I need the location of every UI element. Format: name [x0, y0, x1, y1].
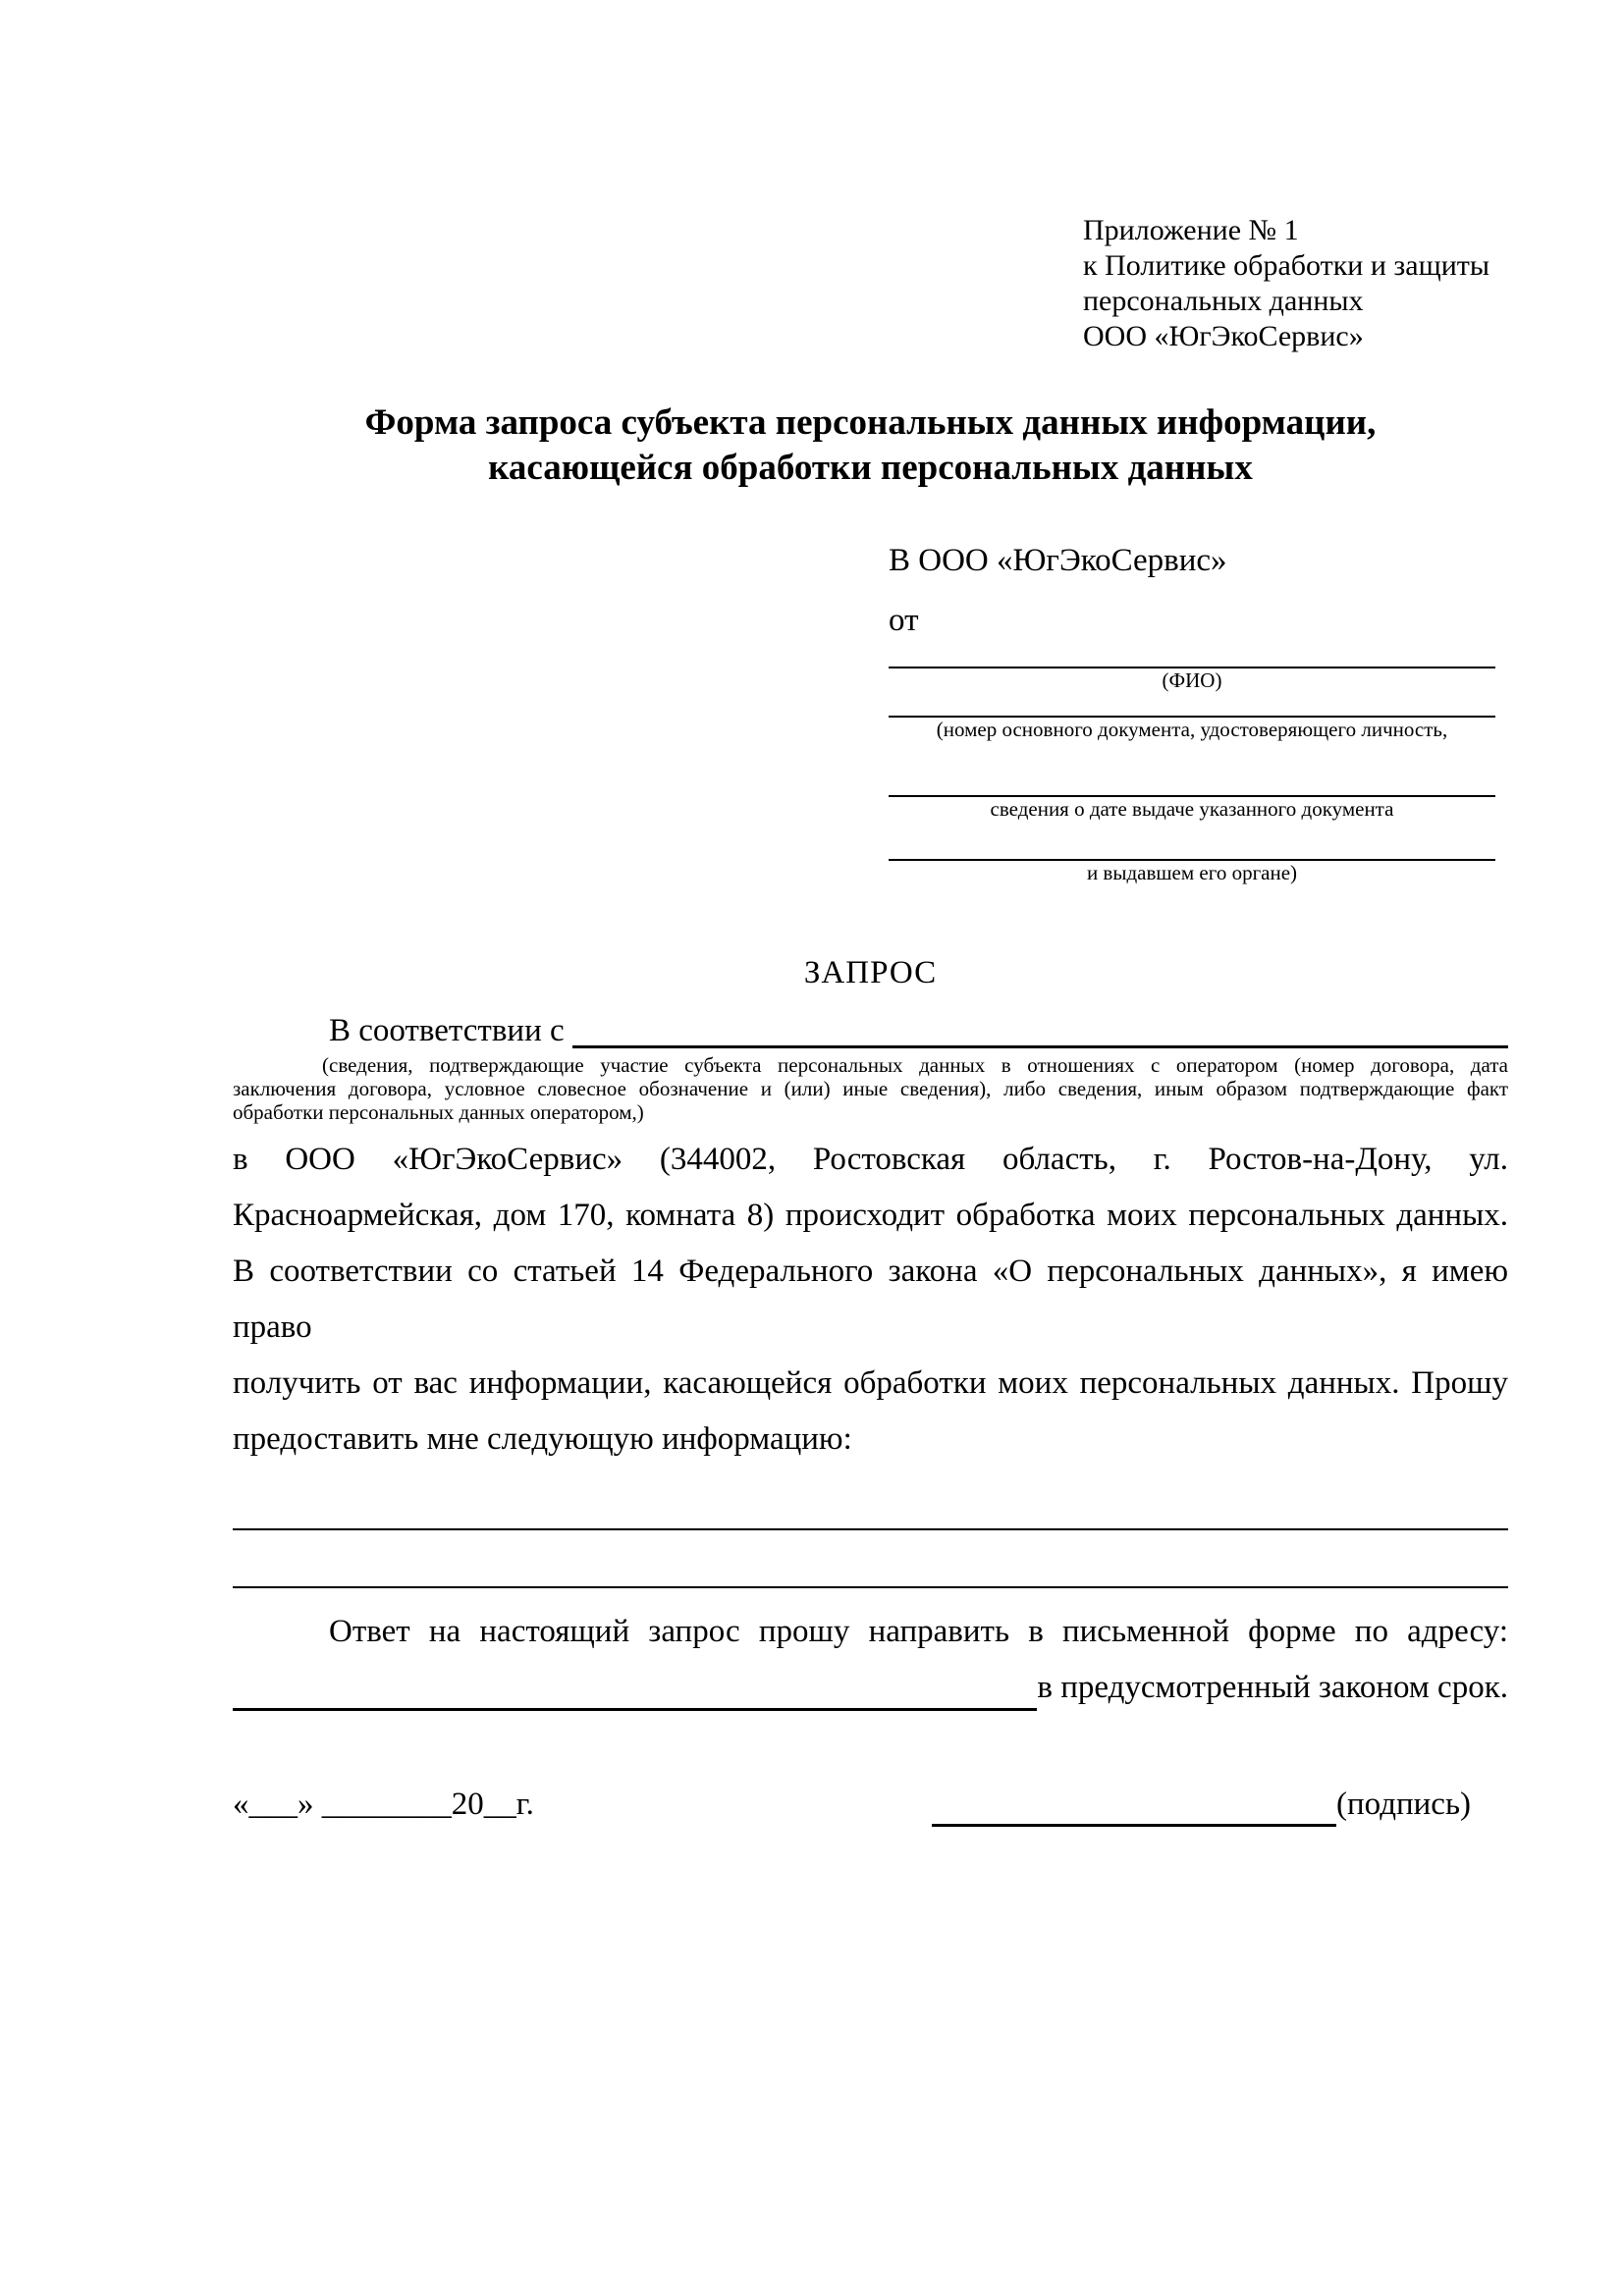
footnote-line-1: (сведения, подтверждающие участие субъекта персональных данных в отношениях с оператором (номер договора, дата [322, 1053, 1508, 1077]
footnote-line-3: обработки персональных данных оператором,) [233, 1100, 644, 1124]
request-body [233, 1009, 1508, 1833]
signature-field-line[interactable] [932, 1777, 1336, 1827]
fio-field-line[interactable] [889, 640, 1495, 668]
body-line-2: Красноармейская, дом 170, комната 8) происходит обработка моих персональных данных. [233, 1198, 1508, 1233]
appendix-line-3: персональных данных [1083, 285, 1364, 317]
appendix-line-4: ООО «ЮгЭкоСервис» [1083, 320, 1364, 352]
issuing-authority-field-line[interactable] [889, 821, 1495, 861]
information-field-line-1[interactable] [233, 1468, 1508, 1530]
document-number-field-line[interactable] [889, 692, 1495, 718]
issue-date-caption: сведения о дате выдаче указанного документа [990, 797, 1394, 821]
addressee-to: В ООО «ЮгЭкоСервис» [889, 543, 1227, 578]
signature-caption: (подпись) [1336, 1787, 1471, 1822]
reply-paragraph-line-1: Ответ на настоящий запрос прошу направить в письменной форме по адресу: [329, 1614, 1508, 1649]
issuing-authority-caption: и выдавшем его органе) [1086, 861, 1298, 884]
addressee-block [889, 541, 1495, 884]
document-title [233, 400, 1508, 491]
date-blank-text[interactable]: «___» ________20__г. [233, 1787, 534, 1822]
addressee-from-label: от [889, 603, 919, 638]
body-paragraph [233, 1132, 1508, 1468]
body-line-4: получить от вас информации, касающейся обработки моих персональных данных. Прошу [233, 1365, 1508, 1401]
title-line-1: Форма запроса субъекта персональных данных информации, [364, 402, 1377, 443]
footnote-block [233, 1053, 1508, 1124]
appendix-line-2: к Политике обработки и защиты [1083, 249, 1490, 282]
signature-group [932, 1777, 1471, 1833]
issue-date-field-line[interactable] [889, 741, 1495, 797]
reply-suffix-text: в предусмотренный законом срок. [1037, 1670, 1508, 1705]
basis-field-line[interactable] [572, 1009, 1508, 1048]
appendix-line-1: Приложение № 1 [1083, 214, 1299, 246]
address-field-line[interactable] [233, 1660, 1037, 1711]
intro-row [233, 1009, 1508, 1053]
body-line-1: в ООО «ЮгЭкоСервис» (344002, Ростовская область, г. Ростов-на-Дону, ул. [233, 1142, 1508, 1177]
intro-lead-text: В соответствии с [329, 1013, 565, 1048]
appendix-header [1083, 213, 1489, 354]
title-line-2: касающейся обработки персональных данных [488, 448, 1253, 488]
body-line-3: В соответствии со статьей 14 Федерального закона «О персональных данных», я имею право [233, 1254, 1508, 1345]
body-line-5: предоставить мне следующую информацию: [233, 1421, 852, 1457]
document-number-caption: (номер основного документа, удостоверяющего личность, [936, 718, 1448, 741]
request-heading: ЗАПРОС [803, 955, 938, 990]
footnote-line-2: заключения договора, условное словесное обозначение и (или) иные сведения), либо сведения, иным образом подтверждающие факт [233, 1077, 1508, 1100]
signature-row [233, 1777, 1508, 1833]
information-field-line-2[interactable] [233, 1530, 1508, 1588]
reply-paragraph-line-2 [233, 1660, 1508, 1716]
fio-caption: (ФИО) [1162, 668, 1222, 692]
